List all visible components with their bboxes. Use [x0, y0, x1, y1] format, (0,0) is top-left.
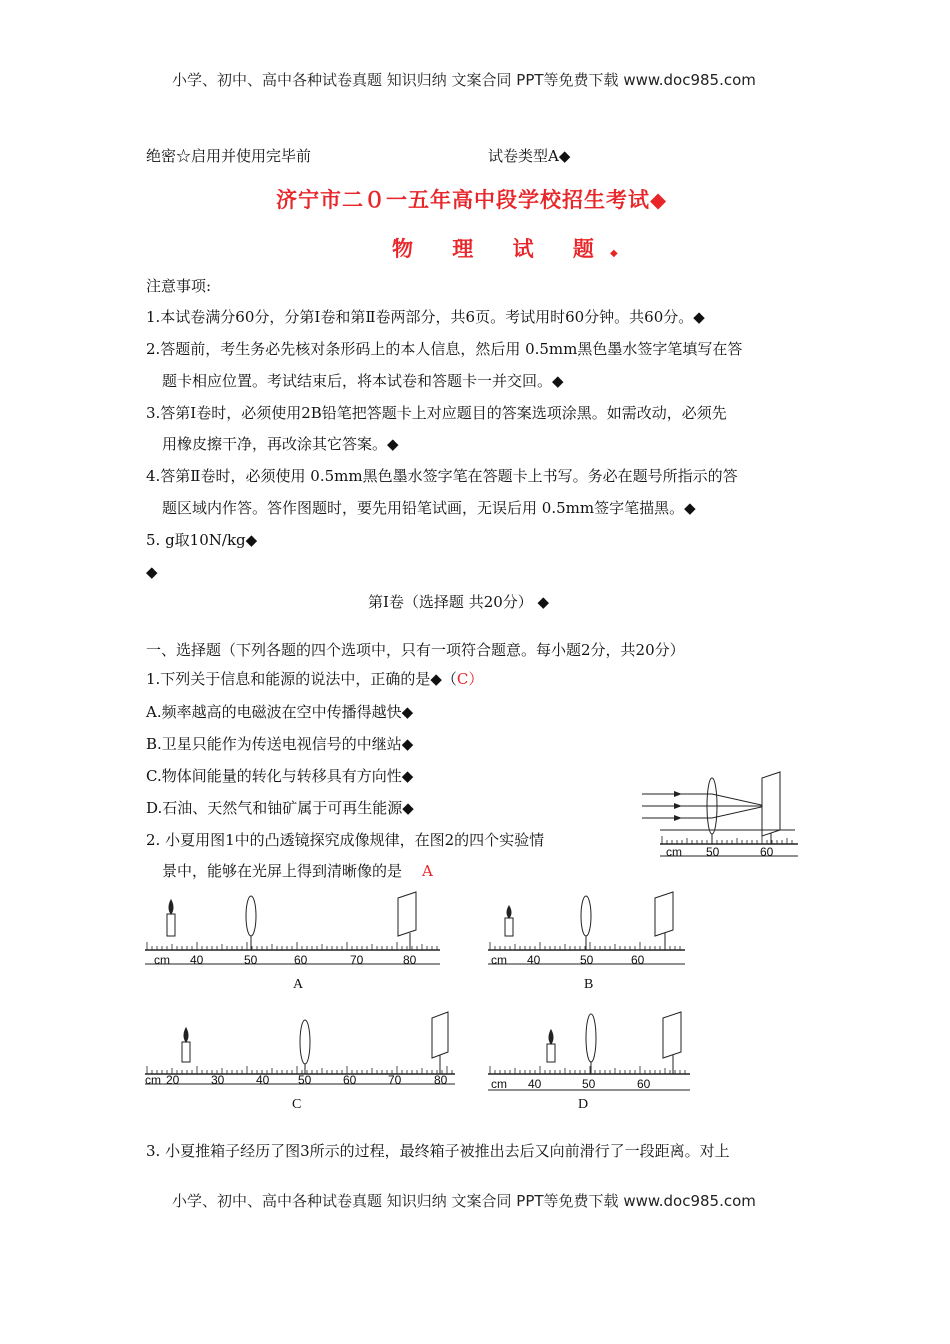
ruler-tick: 60 [631, 953, 645, 967]
figure-label: D [578, 1097, 589, 1112]
question-1-answer: C [456, 670, 469, 688]
ruler-unit: cm [491, 1077, 507, 1091]
ruler-tick: 40 [527, 953, 541, 967]
figure-label: A [293, 977, 304, 992]
ruler-unit: cm [491, 953, 507, 967]
note-line: 用橡皮擦干净，再改涂其它答案。◆ [162, 435, 399, 453]
page-footer: 小学、初中、高中各种试卷真题 知识归纳 文案合同 PPT等免费下载 www.doc985.com [172, 1192, 756, 1210]
ruler-tick: 60 [637, 1077, 651, 1091]
question-1-close: ） [468, 670, 484, 688]
note-line: 2.答题前，考生务必先核对条形码上的本人信息，然后用 0.5mm黑色墨水签字笔填写在答 [146, 340, 743, 358]
ruler-tick: 50 [706, 845, 720, 859]
ruler-tick: 70 [388, 1073, 402, 1087]
ruler-tick: 50 [298, 1073, 312, 1087]
question-1-stem: 1.下列关于信息和能源的说法中，正确的是◆（ [146, 670, 457, 688]
figure-label: C [292, 1097, 302, 1112]
secret-level: 绝密☆启用并使用完毕前 [146, 147, 312, 165]
section-heading: 第Ⅰ卷（选择题 共20分） ◆ [368, 593, 550, 611]
figure-2c [140, 1010, 460, 1115]
note-line: 1.本试卷满分60分，分第Ⅰ卷和第Ⅱ卷两部分，共6页。考试用时60分钟。共60分。◆ [146, 308, 705, 326]
note-line: 题区域内作答。答作图题时，要先用铅笔试画，无误后用 0.5mm签字笔描黑。◆ [162, 499, 696, 517]
exam-title: 济宁市二０一五年高中段学校招生考试◆ [276, 187, 668, 212]
light-rays [642, 794, 780, 818]
note-line: 4.答第Ⅱ卷时，必须使用 0.5mm黑色墨水签字笔在答题卡上书写。务必在题号所指示的答 [146, 467, 738, 485]
candle-icon [547, 1030, 555, 1062]
figure-1-lens-diagram [640, 770, 800, 862]
figure-2b [485, 888, 690, 993]
candle-icon [182, 1028, 190, 1062]
screen-icon [398, 892, 416, 936]
question-2-line2 [162, 861, 433, 881]
ruler-tick: 60 [294, 953, 308, 967]
question-3: 3. 小夏推箱子经历了图3所示的过程，最终箱子被推出去后又向前滑行了一段距离。对上 [146, 1142, 730, 1160]
ruler-tick: 50 [580, 953, 594, 967]
ruler-tick: 60 [343, 1073, 357, 1087]
subject-title [392, 233, 618, 263]
candle-icon [505, 906, 513, 936]
ruler-tick: 30 [211, 1073, 225, 1087]
lens-icon [246, 896, 256, 936]
screen-icon [432, 1012, 448, 1058]
question-2-answer: A [422, 862, 433, 880]
ruler-tick: 80 [434, 1073, 448, 1087]
lens-icon [586, 1014, 596, 1062]
note-line: ◆ [146, 563, 158, 581]
note-line: 3.答第Ⅰ卷时，必须使用2B铅笔把答题卡上对应题目的答案选项涂黑。如需改动，必须先 [146, 404, 727, 422]
page-header: 小学、初中、高中各种试卷真题 知识归纳 文案合同 PPT等免费下载 www.doc985.com [172, 71, 756, 89]
part-instruction: 一、选择题（下列各题的四个选项中，只有一项符合题意。每小题2分，共20分） [146, 641, 685, 659]
question-2-stem: 景中，能够在光屏上得到清晰像的是 [162, 862, 403, 880]
ruler-tick: 80 [403, 953, 417, 967]
option-b: B.卫星只能作为传送电视信号的中继站◆ [146, 735, 414, 753]
figure-2a [140, 888, 445, 993]
subject-title-text: 物 理 试 题 [392, 236, 610, 261]
ruler-tick: 40 [528, 1077, 542, 1091]
subject-mark: ◆ [609, 248, 618, 259]
note-line: 题卡相应位置。考试结束后，将本试卷和答题卡一并交回。◆ [162, 372, 564, 390]
ruler-unit: cm [666, 845, 682, 859]
candle-icon [167, 900, 175, 936]
ray-arrows [674, 791, 682, 821]
ruler-unit: cm [154, 953, 170, 967]
ruler-tick: 20 [166, 1073, 180, 1087]
figure-2d [485, 1010, 695, 1115]
ruler-tick: 40 [256, 1073, 270, 1087]
question-2-line1: 2. 小夏用图1中的凸透镜探究成像规律，在图2的四个实验情 [146, 831, 545, 849]
paper-type: 试卷类型A◆ [488, 147, 571, 165]
ruler-tick: 40 [190, 953, 204, 967]
ruler-tick: 70 [350, 953, 364, 967]
ruler-unit: cm [145, 1073, 161, 1087]
option-a: A.频率越高的电磁波在空中传播得越快◆ [146, 703, 414, 721]
ruler-tick: 60 [760, 845, 774, 859]
figure-label: B [584, 977, 594, 992]
screen-icon [655, 892, 673, 936]
question-1 [146, 669, 483, 689]
lens-icon [581, 896, 591, 936]
note-line: 5. g取10N/kg◆ [146, 531, 258, 549]
notes-heading: 注意事项: [146, 277, 212, 295]
lens-icon [300, 1020, 310, 1064]
ruler-tick: 50 [582, 1077, 596, 1091]
option-c: C.物体间能量的转化与转移具有方向性◆ [146, 767, 414, 785]
screen-icon [663, 1012, 681, 1058]
ruler-tick: 50 [244, 953, 258, 967]
option-d: D.石油、天然气和铀矿属于可再生能源◆ [146, 799, 414, 817]
light-screen-icon [762, 772, 780, 836]
